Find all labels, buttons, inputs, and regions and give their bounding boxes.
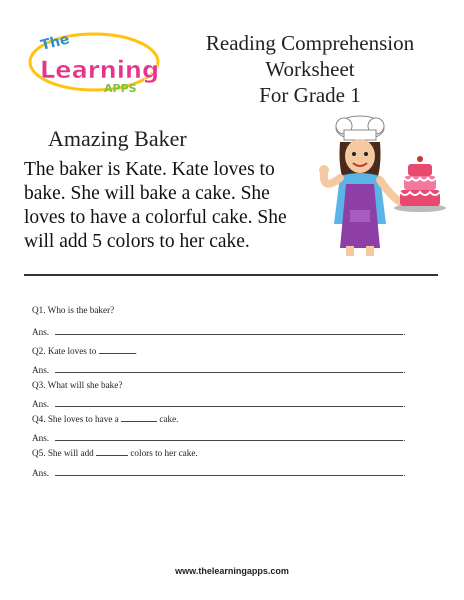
- story-line: loves to have a colorful cake. She: [24, 207, 287, 228]
- question-1: [32, 305, 412, 315]
- logo-graphic: [24, 16, 164, 106]
- question-text: Q4. She loves to have a: [32, 414, 119, 424]
- fill-blank[interactable]: [99, 346, 135, 354]
- answer-label: Ans.: [32, 468, 50, 478]
- question-text: Q1. Who is the baker?: [32, 305, 115, 315]
- question-4: [32, 414, 412, 424]
- title-line-1: Reading Comprehension: [205, 31, 415, 55]
- answer-row-3[interactable]: Ans. .: [32, 399, 406, 409]
- question-2: [32, 346, 412, 356]
- answer-row-5[interactable]: Ans. .: [32, 468, 406, 478]
- answer-line[interactable]: [55, 326, 403, 335]
- question-text-after: colors to her cake.: [130, 448, 198, 458]
- baker-illustration: [300, 112, 460, 256]
- question-3: [32, 380, 412, 390]
- question-text: Q3. What will she bake?: [32, 380, 123, 390]
- logo-text-the: The: [39, 31, 72, 54]
- footer-url[interactable]: www.thelearningapps.com: [175, 566, 289, 576]
- answer-line[interactable]: [55, 398, 403, 407]
- answer-label: Ans.: [32, 365, 50, 375]
- title-line-2: Worksheet: [265, 57, 355, 81]
- answer-label: Ans.: [32, 433, 50, 443]
- answer-row-4[interactable]: Ans. .: [32, 433, 406, 443]
- story-title: Amazing Baker: [48, 126, 187, 151]
- question-5: [32, 448, 412, 458]
- answer-row-2[interactable]: Ans. .: [32, 365, 406, 375]
- answer-line[interactable]: [55, 432, 403, 441]
- question-text-after: cake.: [159, 414, 179, 424]
- logo-text-apps: APPS: [104, 82, 137, 95]
- title-line-3: For Grade 1: [259, 83, 361, 107]
- fill-blank[interactable]: [121, 414, 157, 422]
- question-text: Q5. She will add: [32, 448, 94, 458]
- story-line: The baker is Kate. Kate loves to: [24, 159, 275, 180]
- answer-label: Ans.: [32, 399, 50, 409]
- story-line: bake. She will bake a cake. She: [24, 183, 270, 204]
- answer-line[interactable]: [55, 364, 403, 373]
- fill-blank[interactable]: [96, 448, 128, 456]
- worksheet-title: [165, 30, 455, 108]
- answer-line[interactable]: [55, 467, 403, 476]
- story-text: [24, 158, 324, 254]
- question-text-after: .: [134, 346, 137, 356]
- divider-line: [24, 274, 438, 276]
- logo-text-learning: Learning: [40, 56, 160, 84]
- answer-label: Ans.: [32, 327, 50, 337]
- answer-row-1[interactable]: Ans. .: [32, 327, 406, 337]
- story-line: will add 5 colors to her cake.: [24, 231, 250, 252]
- question-text: Q2. Kate loves to: [32, 346, 97, 356]
- logo: [24, 16, 164, 106]
